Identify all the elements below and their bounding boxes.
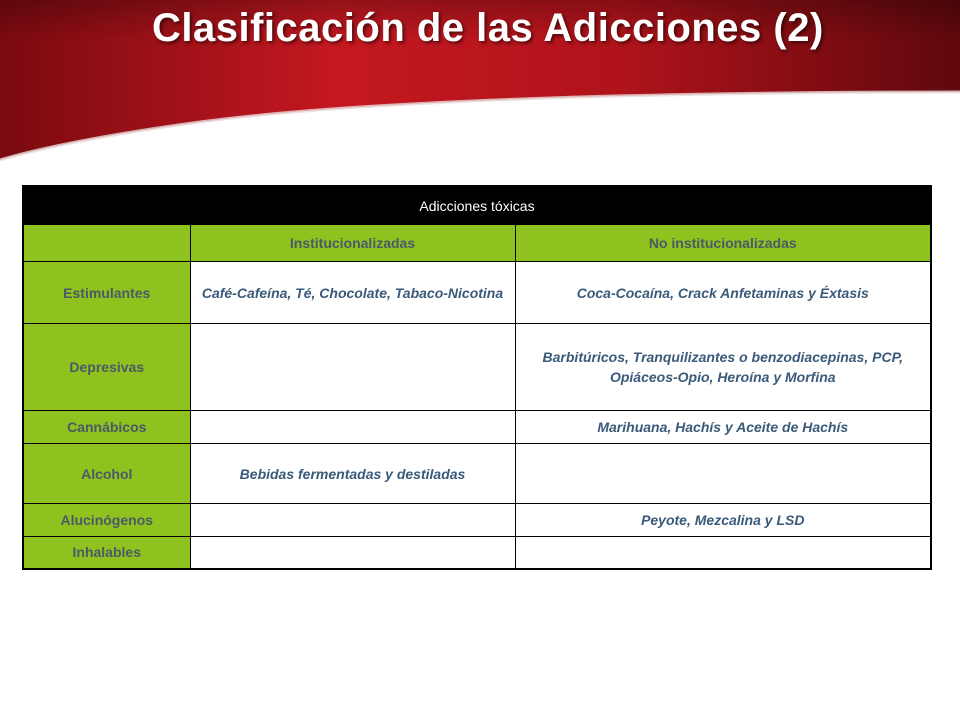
row-category: Inhalables [23, 537, 190, 569]
column-header-institucionalizadas: Institucionalizadas [190, 225, 515, 262]
table-row [23, 444, 931, 504]
header-corner-cell [23, 225, 190, 262]
cell-institucionalizadas [190, 324, 515, 411]
table-row [23, 504, 931, 537]
slide-title: Clasificación de las Adicciones (2) [152, 6, 824, 50]
cell-no-institucionalizadas: Coca-Cocaína, Crack Anfetaminas y Éxtasis [515, 262, 931, 324]
table-caption: Adicciones tóxicas [23, 186, 931, 225]
table-row [23, 411, 931, 444]
table-header-row [23, 225, 931, 262]
cell-no-institucionalizadas [515, 444, 931, 504]
cell-no-institucionalizadas: Barbitúricos, Tranquilizantes o benzodiacepinas, PCP, Opiáceos-Opio, Heroína y Morfina [515, 324, 931, 411]
addictions-table [22, 185, 932, 570]
cell-no-institucionalizadas [515, 537, 931, 569]
cell-institucionalizadas: Bebidas fermentadas y destiladas [190, 444, 515, 504]
row-category: Cannábicos [23, 411, 190, 444]
cell-institucionalizadas [190, 504, 515, 537]
cell-no-institucionalizadas: Marihuana, Hachís y Aceite de Hachís [515, 411, 931, 444]
row-category: Depresivas [23, 324, 190, 411]
cell-institucionalizadas [190, 411, 515, 444]
cell-institucionalizadas: Café-Cafeína, Té, Chocolate, Tabaco-Nicotina [190, 262, 515, 324]
cell-no-institucionalizadas: Peyote, Mezcalina y LSD [515, 504, 931, 537]
row-category: Alucinógenos [23, 504, 190, 537]
table-caption-row [23, 186, 931, 225]
table-row [23, 324, 931, 411]
row-category: Estimulantes [23, 262, 190, 324]
table-row [23, 537, 931, 569]
row-category: Alcohol [23, 444, 190, 504]
table-row [23, 262, 931, 324]
cell-institucionalizadas [190, 537, 515, 569]
column-header-no-institucionalizadas: No institucionalizadas [515, 225, 931, 262]
